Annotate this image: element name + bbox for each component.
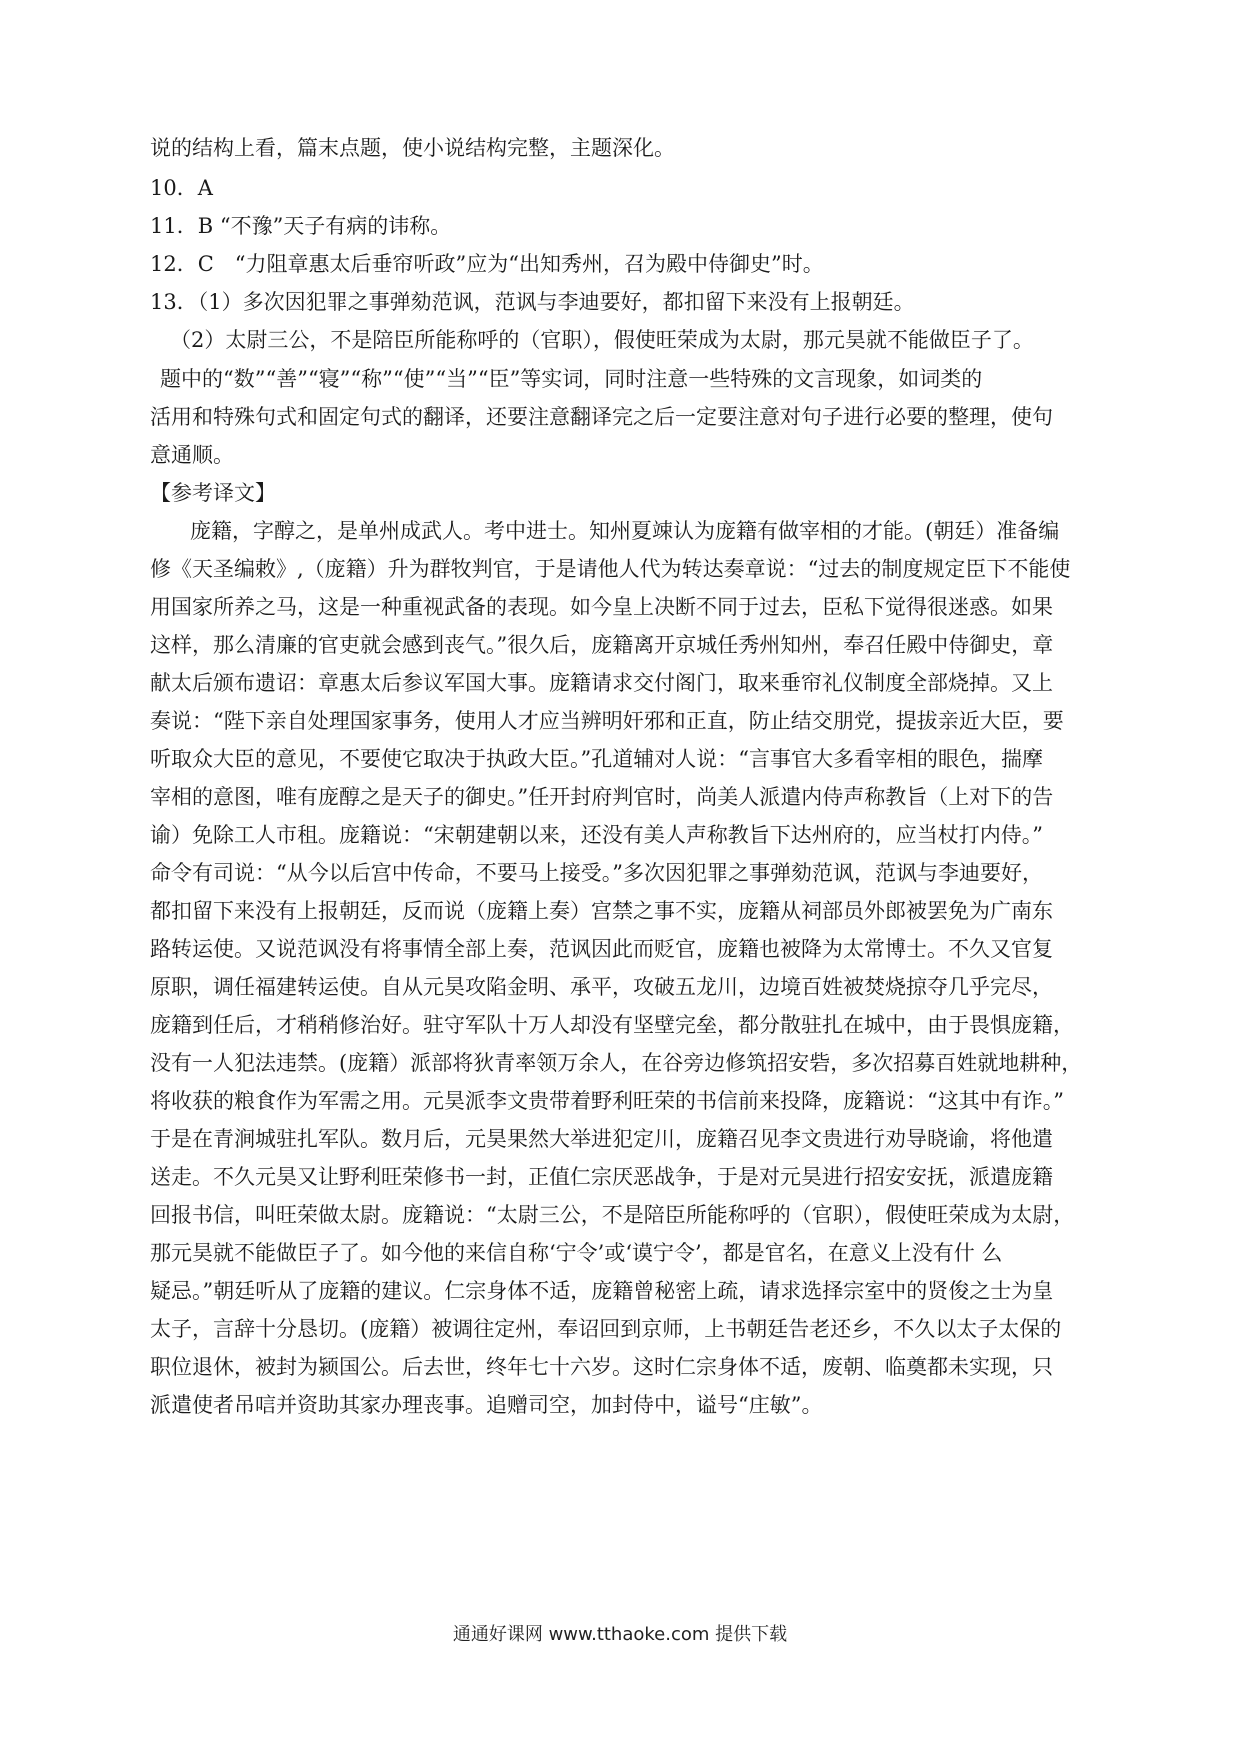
- section-heading: 【参考译文】: [150, 481, 276, 505]
- answer-11: 11．B “不豫”天子有病的讳称。: [150, 214, 452, 238]
- answer-13-2: （2）太尉三公，不是陪臣所能称呼的（官职），假使旺荣成为太尉，那元昊就不能做臣子了。: [170, 328, 1034, 352]
- note-line: 意通顺。: [150, 443, 234, 467]
- translation-line: 派遣使者吊唁并资助其家办理丧事。追赠司空，加封侍中，谥号“庄敏”。: [150, 1393, 823, 1417]
- translation-line: 太子，言辞十分恳切。(庞籍）被调往定州，奉诏回到京师，上书朝廷告老还乡，不久以太子太保的: [150, 1317, 1062, 1341]
- translation-line: 都扣留下来没有上报朝廷，反而说（庞籍上奏）宫禁之事不实，庞籍从祠部员外郎被罢免为广南东: [150, 899, 1053, 923]
- translation-line: 回报书信，叫旺荣做太尉。庞籍说：“太尉三公，不是陪臣所能称呼的（官职），假使旺荣成为太尉，: [150, 1203, 1075, 1227]
- translation-line: 那元昊就不能做臣子了。如今他的来信自称‘宁令’或‘谟宁令’，都是官名，在意义上没有什 么: [150, 1241, 1003, 1265]
- translation-line: 这样，那么清廉的官吏就会感到丧气。”很久后，庞籍离开京城任秀州知州，奉召任殿中侍御史，章: [150, 633, 1054, 657]
- translation-line: 庞籍，字醇之，是单州成武人。考中进士。知州夏竦认为庞籍有做宰相的才能。(朝廷）准备编: [190, 519, 1060, 543]
- translation-line: 路转运使。又说范讽没有将事情全部上奏，范讽因此而贬官，庞籍也被降为太常博士。不久又官复: [150, 937, 1053, 961]
- translation-line: 修《天圣编敕》,（庞籍）升为群牧判官，于是请他人代为转达奏章说：“过去的制度规定臣下不能使: [150, 557, 1071, 581]
- note-line: 题中的“数”“善”“寝”“称”“使”“当”“臣”等实词，同时注意一些特殊的文言现象，如词类的: [160, 367, 983, 391]
- translation-line: 谕）免除工人市租。庞籍说：“宋朝建朝以来，还没有美人声称教旨下达州府的，应当杖打内侍。”: [150, 823, 1043, 847]
- translation-line: 奏说：“陛下亲自处理国家事务，使用人才应当辨明奸邪和正直，防止结交朋党，提拔亲近大臣，要: [150, 709, 1064, 733]
- translation-line: 送走。不久元昊又让野利旺荣修书一封，正值仁宗厌恶战争，于是对元昊进行招安安抚，派遣庞籍: [150, 1165, 1053, 1189]
- answer-13-1: 13．（1）多次因犯罪之事弹劾范讽，范讽与李迪要好，都扣留下来没有上报朝廷。: [150, 290, 915, 314]
- answer-10: 10．A: [150, 176, 213, 200]
- answer-12: 12．C “力阻章惠太后垂帘听政”应为“出知秀州，召为殿中侍御史”时。: [150, 252, 824, 276]
- text-line: 说的结构上看，篇末点题，使小说结构完整，主题深化。: [150, 136, 675, 160]
- translation-line: 职位退休，被封为颍国公。后去世，终年七十六岁。这时仁宗身体不适，废朝、临奠都未实现，只: [150, 1355, 1053, 1379]
- translation-line: 献太后颁布遗诏：章惠太后参议军国大事。庞籍请求交付阁门，取来垂帘礼仪制度全部烧掉。又上: [150, 671, 1053, 695]
- translation-line: 没有一人犯法违禁。(庞籍）派部将狄青率领万余人，在谷旁边修筑招安砦，多次招募百姓就地耕种，: [150, 1051, 1083, 1075]
- translation-line: 将收获的粮食作为军需之用。元昊派李文贵带着野利旺荣的书信前来投降，庞籍说：“这其中有诈。”: [150, 1089, 1064, 1113]
- translation-line: 庞籍到任后，才稍稍修治好。驻守军队十万人却没有坚壁完垒，都分散驻扎在城中，由于畏惧庞籍，: [150, 1013, 1074, 1037]
- translation-line: 听取众大臣的意见，不要使它取决于执政大臣。”孔道辅对人说：“言事官大多看宰相的眼色，揣摩: [150, 747, 1043, 771]
- note-line: 活用和特殊句式和固定句式的翻译，还要注意翻译完之后一定要注意对句子进行必要的整理，使句: [150, 405, 1053, 429]
- translation-line: 疑忌。”朝廷听从了庞籍的建议。仁宗身体不适，庞籍曾秘密上疏，请求选择宗室中的贤俊之士为皇: [150, 1279, 1054, 1303]
- translation-line: 宰相的意图，唯有庞醇之是天子的御史。”任开封府判官时，尚美人派遣内侍声称教旨（上对下的告: [150, 785, 1054, 809]
- translation-line: 原职，调任福建转运使。自从元昊攻陷金明、承平，攻破五龙川，边境百姓被焚烧掠夺几乎完尽，: [150, 975, 1053, 999]
- translation-line: 于是在青涧城驻扎军队。数月后，元昊果然大举进犯定川，庞籍召见李文贵进行劝导晓谕，将他遣: [150, 1127, 1053, 1151]
- translation-line: 命令有司说：“从今以后宫中传命，不要马上接受。”多次因犯罪之事弹劾范讽，范讽与李迪要好，: [150, 861, 1043, 885]
- page-footer: 通通好课网 www.tthaoke.com 提供下载: [452, 1624, 788, 1645]
- translation-line: 用国家所养之马，这是一种重视武备的表现。如今皇上决断不同于过去，臣私下觉得很迷惑。如果: [150, 595, 1053, 619]
